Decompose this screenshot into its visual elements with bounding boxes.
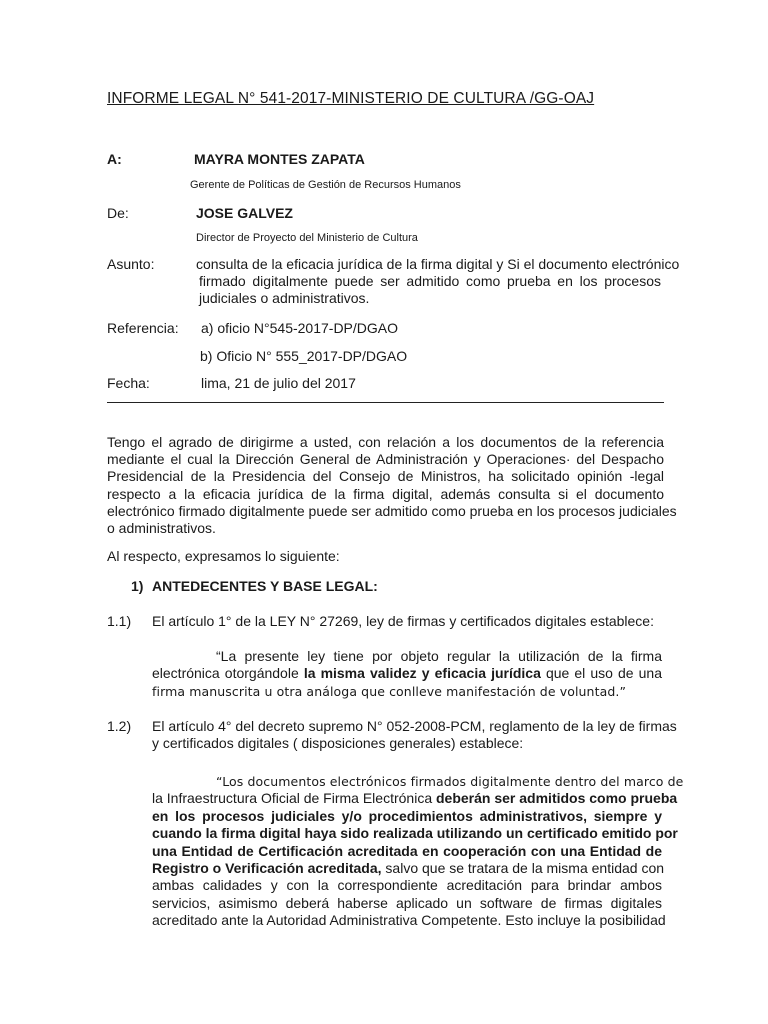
quote-line: servicios, asimismo deberá haberse aplicado un software de firmas digitales <box>152 894 662 911</box>
subject-line: judiciales o administrativos. <box>199 290 370 307</box>
item-1-1-number: 1.1) <box>107 613 132 629</box>
item-1-2-text <box>152 718 677 752</box>
subject-line: consulta de la eficacia jurídica de la firma digital y Si el documento electrónico <box>196 256 680 272</box>
item-1-2-line: El artículo 4° del decreto supremo N° 052-2008-PCM, reglamento de la ley de firmas <box>152 718 677 734</box>
intro-line: mediante el cual la Dirección General de Administración y Operaciones· del Despacho <box>107 451 664 468</box>
intro-line: Presidencial de la Presidencia del Consejo de Ministros, ha solicitado opinión -legal <box>107 468 664 485</box>
to-role: Gerente de Políticas de Gestión de Recursos Humanos <box>190 179 461 191</box>
quote-1-2 <box>152 773 684 930</box>
quote-emphasis: Registro o Verificación acreditada, <box>152 860 382 877</box>
quote-emphasis: deberán ser admitidos como prueba <box>436 790 678 807</box>
header-divider <box>107 402 664 403</box>
quote-line: en los procesos judiciales y/o procedimientos administrativos, siempre y <box>152 807 662 824</box>
from-role: Director de Proyecto del Ministerio de Cultura <box>196 232 418 244</box>
intro-line: o administrativos. <box>107 520 216 537</box>
intro-line: electrónico firmado digitalmente puede ser admitido como prueba en los procesos judiciales <box>107 502 677 519</box>
quote-line: “La presente ley tiene por objeto regular la utilización de la firma <box>216 648 662 664</box>
quote-line: una Entidad de Certificación acreditada en cooperación con una Entidad de <box>152 842 662 859</box>
reference-item-b: b) Oficio N° 555_2017-DP/DGAO <box>200 348 408 364</box>
item-1-2-number: 1.2) <box>107 718 132 734</box>
subject-label: Asunto: <box>107 256 155 272</box>
quote-fragment: electrónica otorgándole <box>152 665 304 682</box>
quote-line: ambas calidades y con la correspondiente acreditación para brindar ambos <box>152 877 662 894</box>
quote-1-1 <box>152 648 662 700</box>
quote-line: “Los documentos electrónicos firmados digitalmente dentro del marco de <box>216 774 684 789</box>
quote-fragment: que el uso de una <box>540 665 663 682</box>
intro-line: Tengo el agrado de dirigirme a usted, con relación a los documentos de la referencia <box>107 434 664 450</box>
to-label: A: <box>107 151 122 167</box>
al-respecto: Al respecto, expresamos lo siguiente: <box>107 548 340 564</box>
quote-line <box>152 860 665 877</box>
quote-line: firma manuscrita u otra análoga que conlleve manifestación de voluntad.” <box>152 683 627 699</box>
date-label: Fecha: <box>107 375 150 391</box>
quote-fragment: salvo que se tratara de la misma entidad con <box>381 860 665 877</box>
from-label: De: <box>107 205 129 221</box>
quote-line: acreditado ante la Autoridad Administrativa Competente. Esto incluye la posibilidad <box>152 912 666 929</box>
date-value: lima, 21 de julio del 2017 <box>201 375 356 391</box>
subject-line: firmado digitalmente puede ser admitido como prueba en los procesos <box>199 273 661 290</box>
from-name: JOSE GALVEZ <box>196 205 293 221</box>
reference-item-a: a) oficio N°545-2017-DP/DGAO <box>201 320 399 336</box>
intro-line: respecto a la eficacia jurídica de la firma digital, además consulta si el documento <box>107 485 664 502</box>
item-1-2-line: y certificados digitales ( disposiciones generales) establece: <box>152 735 524 752</box>
quote-line <box>152 665 662 682</box>
quote-fragment: la Infraestructura Oficial de Firma Electrónica <box>152 790 436 807</box>
section-title: ANTEDECENTES Y BASE LEGAL: <box>152 578 378 594</box>
quote-line <box>152 790 678 807</box>
intro-paragraph <box>107 434 677 537</box>
reference-label: Referencia: <box>107 320 179 336</box>
item-1-1-text: El artículo 1° de la LEY N° 27269, ley de firmas y certificados digitales establece: <box>152 613 654 629</box>
quote-emphasis: la misma validez y eficacia jurídica <box>303 665 541 682</box>
section-number: 1) <box>131 578 144 594</box>
to-name: MAYRA MONTES ZAPATA <box>194 151 365 167</box>
subject-text <box>196 256 680 308</box>
quote-line: cuando la firma digital haya sido realizada utilizando un certificado emitido por <box>152 825 678 842</box>
document-title: INFORME LEGAL N° 541-2017-MINISTERIO DE CULTURA /GG-OAJ <box>107 90 595 107</box>
